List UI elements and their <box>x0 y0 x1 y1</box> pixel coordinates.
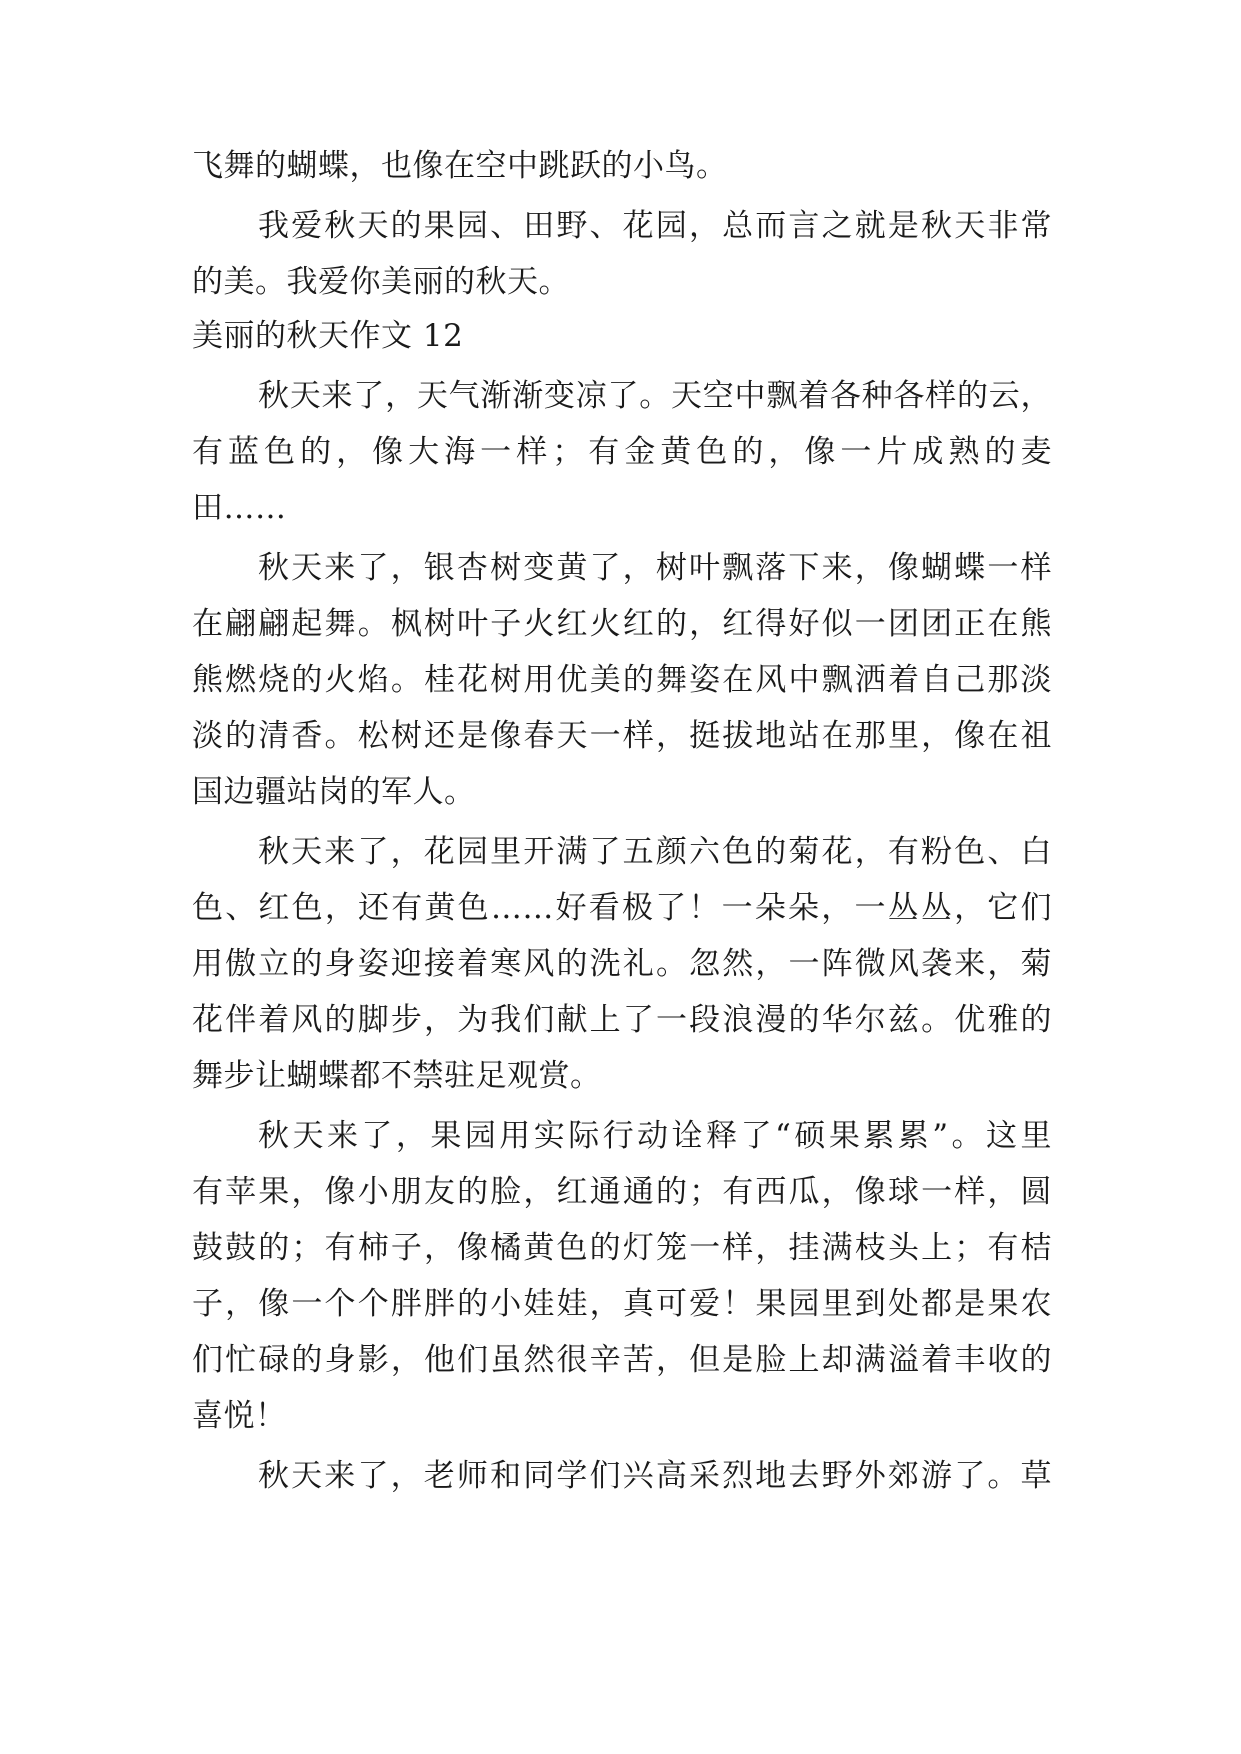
text-line: 色、红色，还有黄色……好看极了！一朵朵，一丛丛，它们 <box>192 890 1052 926</box>
text-line: 在翩翩起舞。枫树叶子火红火红的，红得好似一团团正在熊 <box>192 606 1052 642</box>
text-line: 有蓝色的，像大海一样；有金黄色的，像一片成熟的麦 <box>192 434 1052 470</box>
text-line: 熊燃烧的火焰。桂花树用优美的舞姿在风中飘洒着自己那淡 <box>192 662 1052 698</box>
section-heading: 美丽的秋天作文 12 <box>192 318 464 354</box>
text-line: 秋天来了，老师和同学们兴高采烈地去野外郊游了。草 <box>258 1458 1052 1494</box>
text-line: 花伴着风的脚步，为我们献上了一段浪漫的华尔兹。优雅的 <box>192 1002 1052 1038</box>
text-line: 我爱秋天的果园、田野、花园，总而言之就是秋天非常 <box>258 208 1052 244</box>
text-line: 飞舞的蝴蝶，也像在空中跳跃的小鸟。 <box>192 148 728 184</box>
text-line: 喜悦！ <box>192 1398 287 1434</box>
text-line: 秋天来了，银杏树变黄了，树叶飘落下来，像蝴蝶一样 <box>258 550 1052 586</box>
text-line: 秋天来了，天气渐渐变凉了。天空中飘着各种各样的云， <box>258 378 1052 414</box>
text-line: 国边疆站岗的军人。 <box>192 774 476 810</box>
text-line: 淡的清香。松树还是像春天一样，挺拔地站在那里，像在祖 <box>192 718 1052 754</box>
text-line: 舞步让蝴蝶都不禁驻足观赏。 <box>192 1058 602 1094</box>
text-line: 的美。我爱你美丽的秋天。 <box>192 264 570 300</box>
text-line: 用傲立的身姿迎接着寒风的洗礼。忽然，一阵微风袭来，菊 <box>192 946 1052 982</box>
text-line: 秋天来了，花园里开满了五颜六色的菊花，有粉色、白 <box>258 834 1052 870</box>
text-line: 子，像一个个胖胖的小娃娃，真可爱！果园里到处都是果农 <box>192 1286 1052 1322</box>
text-line: 秋天来了，果园用实际行动诠释了“硕果累累”。这里 <box>258 1118 1052 1154</box>
text-line: 田…… <box>192 490 287 526</box>
text-line: 们忙碌的身影，他们虽然很辛苦，但是脸上却满溢着丰收的 <box>192 1342 1052 1378</box>
text-line: 鼓鼓的；有柿子，像橘黄色的灯笼一样，挂满枝头上；有桔 <box>192 1230 1052 1266</box>
text-line: 有苹果，像小朋友的脸，红通通的；有西瓜，像球一样，圆 <box>192 1174 1052 1210</box>
